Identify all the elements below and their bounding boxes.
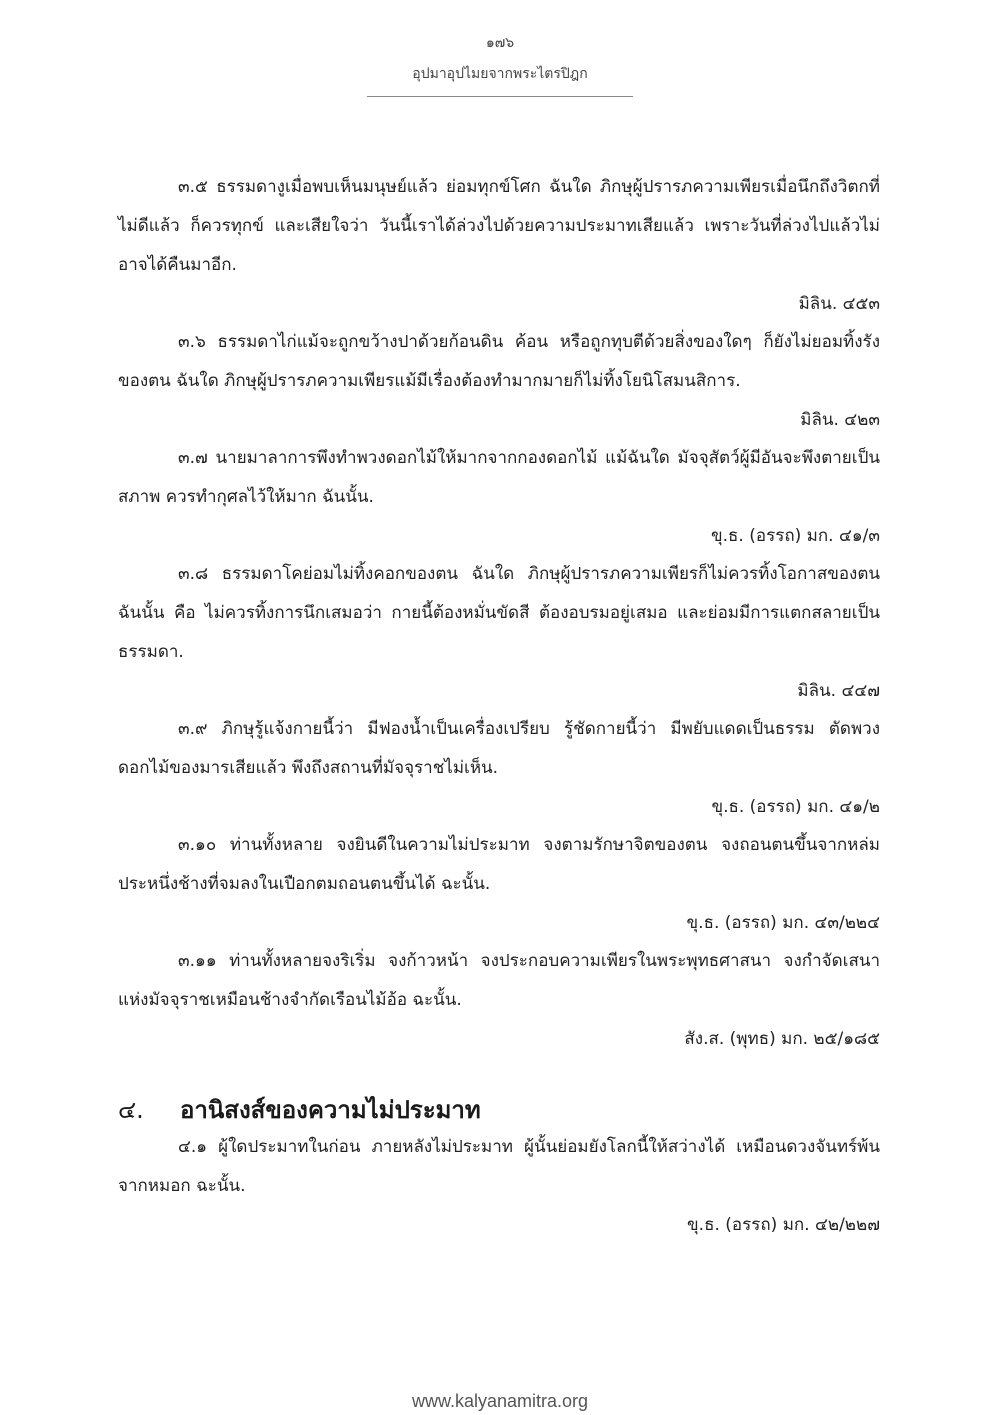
entry-3-8-text: ๓.๘ ธรรมดาโคย่อมไม่ทิ้งคอกของตน ฉันใด ภิกษุผู้ปรารภความเพียรก็ไม่ควรทิ้งโอกาสของตน ฉันนั้น คือ ไม่ควรทิ้งการนึกเสมอว่า กายนี้ต้องหมั่นขัดสี ต้องอบรมอยู่เสมอ และย่อมมีการแตกสลายเป็นธรรมดา. <box>118 564 880 662</box>
entry-3-8-reference: มิลิน. ๔๔๗ <box>797 681 880 701</box>
entry-3-6-reference: มิลิน. ๔๒๓ <box>800 410 880 430</box>
section-4-number: ๔. <box>118 1096 144 1124</box>
entry-3-11-reference: สัง.ส. (พุทธ) มก. ๒๕/๑๘๕ <box>684 1029 880 1049</box>
entry-3-10-text: ๓.๑๐ ท่านทั้งหลาย จงยินดีในความไม่ประมาท จงตามรักษาจิตของตน จงถอนตนขึ้นจากหล่ม ประหนึ่งช้างที่จมลงในเปือกตมถอนตนขึ้นได้ ฉะนั้น. <box>118 835 880 894</box>
entry-3-9-text: ๓.๙ ภิกษุรู้แจ้งกายนี้ว่า มีฟองน้ำเป็นเครื่องเปรียบ รู้ชัดกายนี้ว่า มีพยับแดดเป็นธรรม ตัดพวงดอกไม้ของมารเสียแล้ว พึงถึงสถานที่มัจจุราชไม่เห็น. <box>118 719 880 778</box>
footer-url: www.kalyanamitra.org <box>411 1391 589 1411</box>
entry-3-7-reference: ขุ.ธ. (อรรถ) มก. ๔๑/๓ <box>711 526 880 546</box>
entry-3-7-text: ๓.๗ นายมาลาการพึงทำพวงดอกไม้ให้มากจากกองดอกไม้ แม้ฉันใด มัจจุสัตว์ผู้มีอันจะพึงตายเป็นสภาพ ควรทำกุศลไว้ให้มาก ฉันนั้น. <box>118 448 880 507</box>
page-number: ๑๗๖ <box>485 35 515 51</box>
entry-4-1-text: ๔.๑ ผู้ใดประมาทในก่อน ภายหลังไม่ประมาท ผู้นั้นย่อมยังโลกนี้ให้สว่างได้ เหมือนดวงจันทร์พ้นจากหมอก ฉะนั้น. <box>118 1137 880 1196</box>
entry-3-10-reference: ขุ.ธ. (อรรถ) มก. ๔๓/๒๒๔ <box>686 913 880 933</box>
entry-3-6-text: ๓.๖ ธรรมดาไก่แม้จะถูกขว้างปาด้วยก้อนดิน ค้อน หรือถูกทุบตีด้วยสิ่งของใดๆ ก็ยังไม่ยอมทิ้งรังของตน ฉันใด ภิกษุผู้ปรารภความเพียรแม้มีเรื่องต้องทำมากมายก็ไม่ทิ้งโยนิโสมนสิการ. <box>118 332 880 391</box>
book-title: อุปมาอุปไมยจากพระไตรปิฎก <box>412 66 588 82</box>
entry-4-1-reference: ขุ.ธ. (อรรถ) มก. ๔๒/๒๒๗ <box>687 1215 880 1235</box>
page-header <box>0 34 1000 97</box>
entry-3-11-text: ๓.๑๑ ท่านทั้งหลายจงริเริ่ม จงก้าวหน้า จงประกอบความเพียรในพระพุทธศาสนา จงกำจัดเสนาแห่งมัจจุราชเหมือนช้างจำกัดเรือนไม้อ้อ ฉะนั้น. <box>118 951 880 1010</box>
entry-3-9-reference: ขุ.ธ. (อรรถ) มก. ๔๑/๒ <box>711 797 880 817</box>
section-4-title: อานิสงส์ของความไม่ประมาท <box>180 1096 481 1124</box>
entry-3-5-reference: มิลิน. ๔๕๓ <box>798 294 880 314</box>
section-4-heading <box>118 1092 880 1128</box>
header-divider <box>367 96 633 97</box>
page-body <box>118 168 880 1244</box>
entry-3-5-text: ๓.๕ ธรรมดางูเมื่อพบเห็นมนุษย์แล้ว ย่อมทุกข์โศก ฉันใด ภิกษุผู้ปรารภความเพียรเมื่อนึกถึงวิตกที่ไม่ดีแล้ว ก็ควรทุกข์ และเสียใจว่า วันนี้เราได้ล่วงไปด้วยความประมาทเสียแล้ว เพราะวันที่ล่วงไปแล้วไม่อาจได้คืนมาอีก. <box>118 177 880 275</box>
